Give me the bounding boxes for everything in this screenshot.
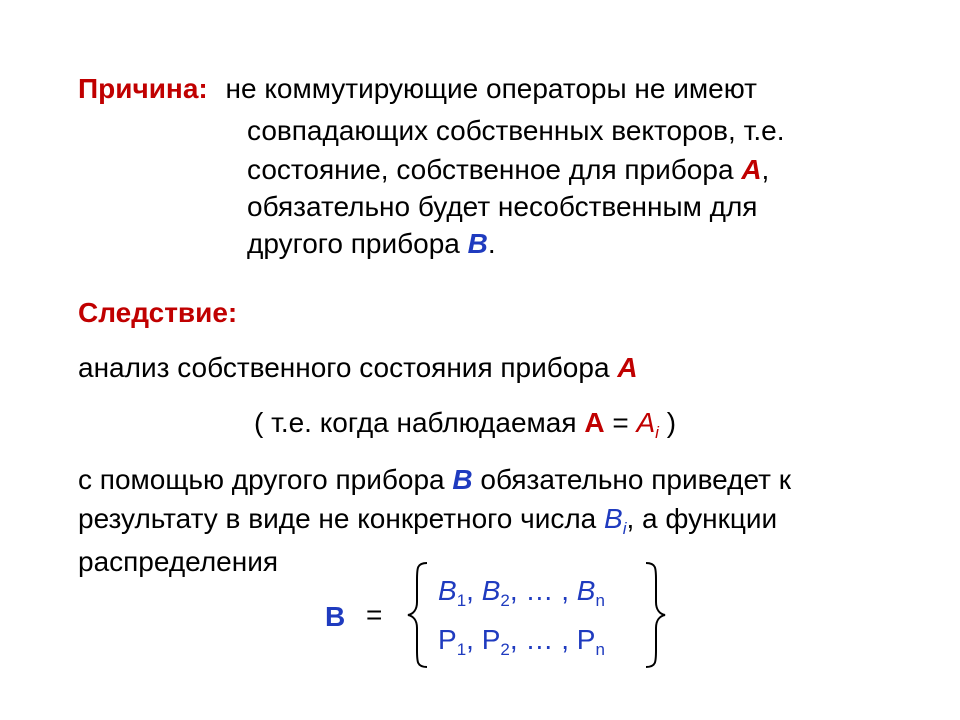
b1-sub: 1 (456, 591, 467, 610)
period: . (487, 228, 496, 259)
formula-row-probabilities (438, 623, 605, 657)
formula-equals: = (366, 599, 383, 630)
reason-text-5: другого прибора (247, 228, 468, 259)
reason-line-5 (247, 227, 496, 261)
b-letter: B (604, 503, 623, 534)
consequence-text-4b: , а функции (626, 503, 778, 534)
pn-sub: n (595, 640, 605, 659)
reason-text-1: не коммутирующие операторы не имеют (225, 73, 757, 104)
observable-a: A (584, 407, 605, 438)
paren-text: ( т.е. когда наблюдаемая (254, 407, 585, 438)
reason-text-3: состояние, собственное для прибора (247, 154, 742, 185)
consequence-line-4 (78, 502, 777, 536)
b2-letter: B (481, 575, 501, 606)
consequence-line-3 (78, 463, 791, 497)
b2-sub: 2 (500, 591, 510, 610)
right-brace-icon (640, 560, 668, 670)
reason-label: Причина: (78, 73, 208, 104)
eigenvalue-a (636, 407, 659, 442)
device-b-symbol: B (452, 464, 473, 495)
device-a-symbol: A (617, 352, 638, 383)
consequence-text-3: с помощью другого прибора (78, 464, 453, 495)
consequence-label: Следствие: (78, 297, 238, 328)
device-b-symbol: B (467, 228, 488, 259)
consequence-text-3b: обязательно приведет к (472, 464, 791, 495)
p2-letter: P (481, 624, 501, 655)
consequence-text-5: распределения (78, 546, 278, 577)
a-letter: A (636, 407, 656, 438)
bn-sub: n (595, 591, 605, 610)
consequence-line-1 (78, 351, 638, 385)
bn-letter: B (576, 575, 596, 606)
value-bi (604, 503, 627, 538)
device-a-symbol: A (741, 154, 762, 185)
p1-letter: P (438, 624, 457, 655)
equals: = (604, 407, 637, 438)
p1-sub: 1 (456, 640, 467, 659)
p2-sub: 2 (500, 640, 510, 659)
b1-letter: B (438, 575, 457, 606)
a-subscript: i (655, 423, 659, 442)
left-brace-icon (405, 560, 433, 670)
reason-text-2: совпадающих собственных векторов, т.е. (247, 115, 785, 146)
formula-row-values (438, 574, 605, 608)
paren-close: ) (658, 407, 677, 438)
sep: , (466, 624, 482, 655)
comma: , (761, 154, 770, 185)
reason-line-1 (78, 72, 757, 106)
pn-letter: P (576, 624, 596, 655)
b-subscript: i (622, 519, 627, 538)
sep-ellipsis: , … , (509, 624, 577, 655)
consequence-text-4: результату в виде не конкретного числа (78, 503, 605, 534)
consequence-text-1: анализ собственного состояния прибора (78, 352, 618, 383)
consequence-parenthetical (254, 406, 676, 440)
reason-text-4: обязательно будет несобственным для (247, 191, 758, 222)
formula-lhs: B (325, 601, 346, 632)
sep-ellipsis: , … , (509, 575, 577, 606)
sep: , (466, 575, 482, 606)
reason-line-3 (247, 153, 769, 187)
